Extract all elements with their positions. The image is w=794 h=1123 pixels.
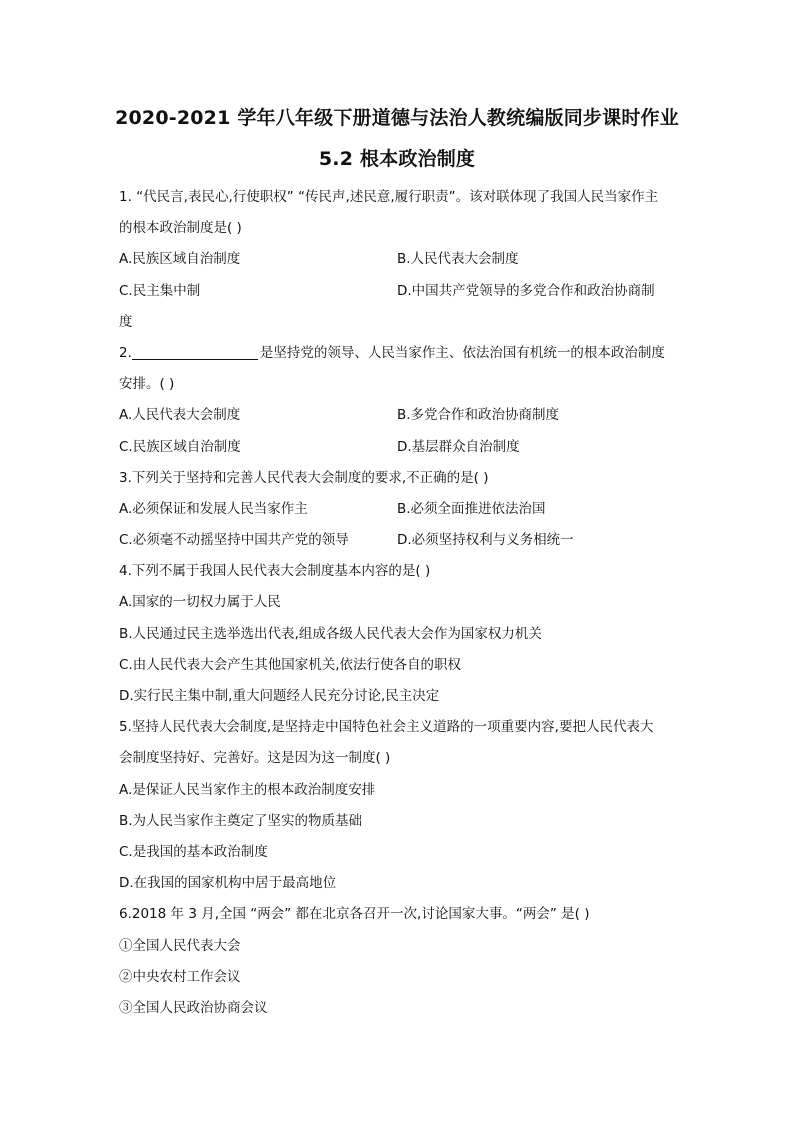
- question-2-stem-line-1: [119, 338, 679, 369]
- question-2-option-c: C.民族区域自治制度: [119, 438, 241, 455]
- question-3-option-a: A.必须保证和发展人民当家作主: [119, 500, 308, 517]
- question-5-option-c: C.是我国的基本政治制度: [119, 843, 268, 860]
- question-2-option-b: B.多党合作和政治协商制度: [397, 407, 560, 424]
- question-5: [119, 712, 679, 899]
- question-4-option-d: D.实行民主集中制,重大问题经人民充分讨论,民主决定: [119, 688, 440, 704]
- question-4: [119, 556, 679, 712]
- question-3-options-row-1: [119, 494, 679, 525]
- question-2-options-row-1: [119, 400, 679, 431]
- question-2-option-a: A.人民代表大会制度: [119, 407, 241, 424]
- question-1-options-row-1: [119, 244, 679, 275]
- question-6-item-2: ②中央农村工作会议: [119, 968, 241, 985]
- question-6: [119, 899, 679, 1024]
- question-4-option-c: C.由人民代表大会产生其他国家机关,依法行使各自的职权: [119, 656, 462, 673]
- document-title: 2020-2021 学年八年级下册道德与法治人教统编版同步课时作业: [115, 107, 679, 129]
- question-2: [119, 338, 679, 463]
- question-5-stem-line-2: 会制度坚持好、完善好。这是因为这一制度( ): [119, 750, 391, 767]
- question-1-stem-line-1: 1. “代民言,表民心,行使职权” “传民声,述民意,履行职责”。该对联体现了我国人民当家作主: [119, 189, 659, 205]
- question-6-item-1: ①全国人民代表大会: [119, 937, 241, 954]
- question-5-stem-line-1: 5.坚持人民代表大会制度,是坚持走中国特色社会主义道路的一项重要内容,要把人民代表大: [119, 719, 654, 736]
- question-3-option-d: D.必须坚持权利与义务相统一: [397, 532, 574, 549]
- question-3-option-c: C.必须毫不动摇坚持中国共产党的领导: [119, 532, 349, 549]
- question-2-stem-line-2: 安排。( ): [119, 376, 175, 393]
- question-2-options-row-2: [119, 432, 679, 463]
- question-1-option-b: B.人民代表大会制度: [397, 251, 519, 268]
- question-3: [119, 463, 679, 557]
- fill-in-blank: [132, 343, 258, 360]
- question-1-options-row-2: [119, 276, 679, 307]
- question-5-option-b: B.为人民当家作主奠定了坚实的物质基础: [119, 812, 363, 829]
- question-1-option-d-continued: 度: [119, 313, 133, 330]
- question-1-option-d: D.中国共产党领导的多党合作和政治协商制: [397, 282, 655, 299]
- question-2-option-d: D.基层群众自治制度: [397, 438, 520, 455]
- question-5-option-a: A.是保证人民当家作主的根本政治制度安排: [119, 781, 376, 798]
- question-6-stem: 6.2018 年 3 月,全国 “两会” 都在北京各召开一次,讨论国家大事。“两会” 是( ): [119, 906, 590, 923]
- question-1-stem-line-2: 的根本政治制度是( ): [119, 220, 242, 237]
- question-4-option-b: B.人民通过民主选举选出代表,组成各级人民代表大会作为国家权力机关: [119, 625, 542, 642]
- question-3-option-b: B.必须全面推进依法治国: [397, 500, 546, 517]
- question-2-stem-text: 是坚持党的领导、人民当家作主、依法治国有机统一的根本政治制度: [259, 344, 665, 361]
- question-5-option-d: D.在我国的国家机构中居于最高地位: [119, 875, 337, 892]
- question-1: [119, 182, 679, 338]
- question-3-stem: 3.下列关于坚持和完善人民代表大会制度的要求,不正确的是( ): [119, 469, 489, 486]
- question-1-option-c: C.民主集中制: [119, 282, 201, 299]
- document-subtitle: 5.2 根本政治制度: [318, 148, 476, 170]
- question-1-option-a: A.民族区域自治制度: [119, 251, 241, 268]
- question-2-number: 2.: [119, 344, 132, 361]
- question-6-item-3: ③全国人民政治协商会议: [119, 999, 268, 1016]
- question-4-option-a: A.国家的一切权力属于人民: [119, 594, 281, 611]
- question-list: [119, 182, 679, 1024]
- question-3-options-row-2: [119, 525, 679, 556]
- question-4-stem: 4.下列不属于我国人民代表大会制度基本内容的是( ): [119, 563, 431, 580]
